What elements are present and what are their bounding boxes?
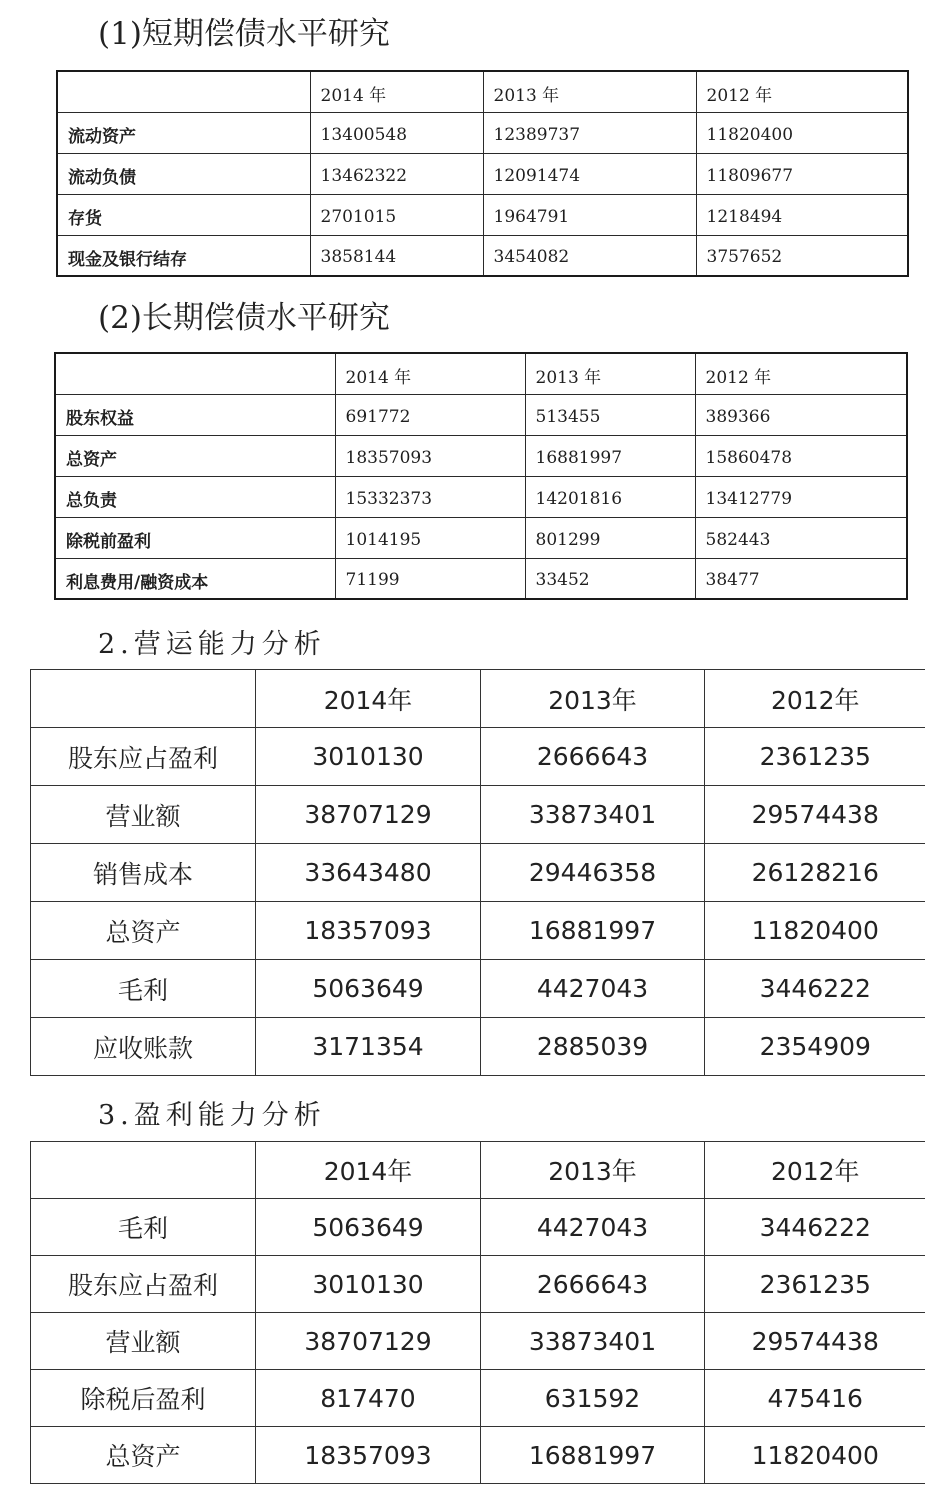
- table-row: [57, 153, 908, 194]
- value-cell: 15860478: [695, 435, 907, 476]
- table-row: [55, 476, 907, 517]
- profitability-heading: 3.盈利能力分析: [98, 1100, 326, 1131]
- year-header-cell: 2013年: [481, 1142, 705, 1199]
- row-label-cell: 总资产: [31, 1427, 256, 1484]
- row-label-cell: 流动负债: [57, 153, 310, 194]
- table-row: [31, 786, 925, 844]
- row-label-cell: 营业额: [31, 1313, 256, 1370]
- value-cell: 33873401: [481, 786, 705, 844]
- year-header-cell: 2012 年: [695, 353, 907, 394]
- year-header-cell: 2013 年: [525, 353, 695, 394]
- table-row: [31, 1370, 925, 1427]
- value-cell: 3858144: [310, 235, 483, 276]
- value-cell: 38707129: [256, 1313, 481, 1370]
- value-cell: 2361235: [705, 1256, 925, 1313]
- value-cell: 15332373: [335, 476, 525, 517]
- table-row: [31, 728, 925, 786]
- table-row: [31, 1313, 925, 1370]
- value-cell: 4427043: [481, 1199, 705, 1256]
- value-cell: 38477: [695, 558, 907, 599]
- year-header-cell: 2012年: [705, 670, 925, 728]
- value-cell: 3446222: [705, 960, 925, 1018]
- table-row: [55, 517, 907, 558]
- table-row: [31, 960, 925, 1018]
- value-cell: 3010130: [256, 728, 481, 786]
- row-label-cell: 现金及银行结存: [57, 235, 310, 276]
- row-label-cell: 股东权益: [55, 394, 335, 435]
- value-cell: 475416: [705, 1370, 925, 1427]
- value-cell: 3757652: [696, 235, 908, 276]
- header-row: [57, 71, 908, 112]
- year-header-cell: 2012年: [705, 1142, 925, 1199]
- value-cell: 4427043: [481, 960, 705, 1018]
- value-cell: 29574438: [705, 786, 925, 844]
- row-label-cell: 销售成本: [31, 844, 256, 902]
- value-cell: 33873401: [481, 1313, 705, 1370]
- value-cell: 2666643: [481, 728, 705, 786]
- value-cell: 13400548: [310, 112, 483, 153]
- value-cell: 631592: [481, 1370, 705, 1427]
- year-header-cell: 2014 年: [335, 353, 525, 394]
- value-cell: 18357093: [256, 1427, 481, 1484]
- value-cell: 11820400: [705, 1427, 925, 1484]
- year-header-cell: 2013 年: [483, 71, 696, 112]
- value-cell: 3010130: [256, 1256, 481, 1313]
- operating-capacity-heading: 2.营运能力分析: [98, 629, 326, 660]
- table-row: [55, 435, 907, 476]
- value-cell: 38707129: [256, 786, 481, 844]
- year-header-cell: 2014年: [256, 670, 481, 728]
- value-cell: 1964791: [483, 194, 696, 235]
- value-cell: 13462322: [310, 153, 483, 194]
- value-cell: 5063649: [256, 960, 481, 1018]
- table-row: [31, 1199, 925, 1256]
- value-cell: 33643480: [256, 844, 481, 902]
- value-cell: 33452: [525, 558, 695, 599]
- value-cell: 389366: [695, 394, 907, 435]
- row-label-cell: 毛利: [31, 960, 256, 1018]
- table-row: [57, 194, 908, 235]
- year-header-cell: 2014年: [256, 1142, 481, 1199]
- value-cell: 29574438: [705, 1313, 925, 1370]
- value-cell: 12091474: [483, 153, 696, 194]
- header-corner-cell: [57, 71, 310, 112]
- header-corner-cell: [31, 670, 256, 728]
- row-label-cell: 除税后盈利: [31, 1370, 256, 1427]
- row-label-cell: 毛利: [31, 1199, 256, 1256]
- value-cell: 3454082: [483, 235, 696, 276]
- value-cell: 5063649: [256, 1199, 481, 1256]
- value-cell: 18357093: [335, 435, 525, 476]
- value-cell: 513455: [525, 394, 695, 435]
- table-row: [57, 235, 908, 276]
- value-cell: 13412779: [695, 476, 907, 517]
- header-row: [31, 670, 925, 728]
- row-label-cell: 除税前盈利: [55, 517, 335, 558]
- value-cell: 1014195: [335, 517, 525, 558]
- long-term-solvency-heading: (2)长期偿债水平研究: [98, 300, 390, 336]
- row-label-cell: 存货: [57, 194, 310, 235]
- value-cell: 16881997: [481, 902, 705, 960]
- table-row: [31, 1427, 925, 1484]
- value-cell: 11820400: [705, 902, 925, 960]
- table-row: [31, 844, 925, 902]
- value-cell: 2361235: [705, 728, 925, 786]
- operating-capacity-table: [30, 669, 925, 1076]
- short-term-solvency-table: [56, 70, 909, 277]
- row-label-cell: 营业额: [31, 786, 256, 844]
- year-header-cell: 2014 年: [310, 71, 483, 112]
- value-cell: 26128216: [705, 844, 925, 902]
- value-cell: 582443: [695, 517, 907, 558]
- value-cell: 691772: [335, 394, 525, 435]
- row-label-cell: 总负责: [55, 476, 335, 517]
- year-header-cell: 2012 年: [696, 71, 908, 112]
- value-cell: 11809677: [696, 153, 908, 194]
- value-cell: 801299: [525, 517, 695, 558]
- value-cell: 3446222: [705, 1199, 925, 1256]
- profitability-table: [30, 1141, 925, 1484]
- value-cell: 2885039: [481, 1018, 705, 1076]
- row-label-cell: 总资产: [55, 435, 335, 476]
- row-label-cell: 股东应占盈利: [31, 728, 256, 786]
- header-corner-cell: [31, 1142, 256, 1199]
- value-cell: 16881997: [481, 1427, 705, 1484]
- table-row: [55, 394, 907, 435]
- value-cell: 14201816: [525, 476, 695, 517]
- value-cell: 2701015: [310, 194, 483, 235]
- value-cell: 16881997: [525, 435, 695, 476]
- row-label-cell: 总资产: [31, 902, 256, 960]
- value-cell: 1218494: [696, 194, 908, 235]
- value-cell: 29446358: [481, 844, 705, 902]
- value-cell: 817470: [256, 1370, 481, 1427]
- row-label-cell: 利息费用/融资成本: [55, 558, 335, 599]
- header-row: [31, 1142, 925, 1199]
- table-row: [31, 902, 925, 960]
- row-label-cell: 股东应占盈利: [31, 1256, 256, 1313]
- value-cell: 12389737: [483, 112, 696, 153]
- value-cell: 2354909: [705, 1018, 925, 1076]
- value-cell: 2666643: [481, 1256, 705, 1313]
- value-cell: 11820400: [696, 112, 908, 153]
- table-row: [55, 558, 907, 599]
- value-cell: 18357093: [256, 902, 481, 960]
- table-row: [31, 1256, 925, 1313]
- table-row: [57, 112, 908, 153]
- row-label-cell: 应收账款: [31, 1018, 256, 1076]
- year-header-cell: 2013年: [481, 670, 705, 728]
- value-cell: 3171354: [256, 1018, 481, 1076]
- header-corner-cell: [55, 353, 335, 394]
- value-cell: 71199: [335, 558, 525, 599]
- row-label-cell: 流动资产: [57, 112, 310, 153]
- header-row: [55, 353, 907, 394]
- table-row: [31, 1018, 925, 1076]
- short-term-solvency-heading: (1)短期偿债水平研究: [98, 16, 390, 52]
- long-term-solvency-table: [54, 352, 908, 600]
